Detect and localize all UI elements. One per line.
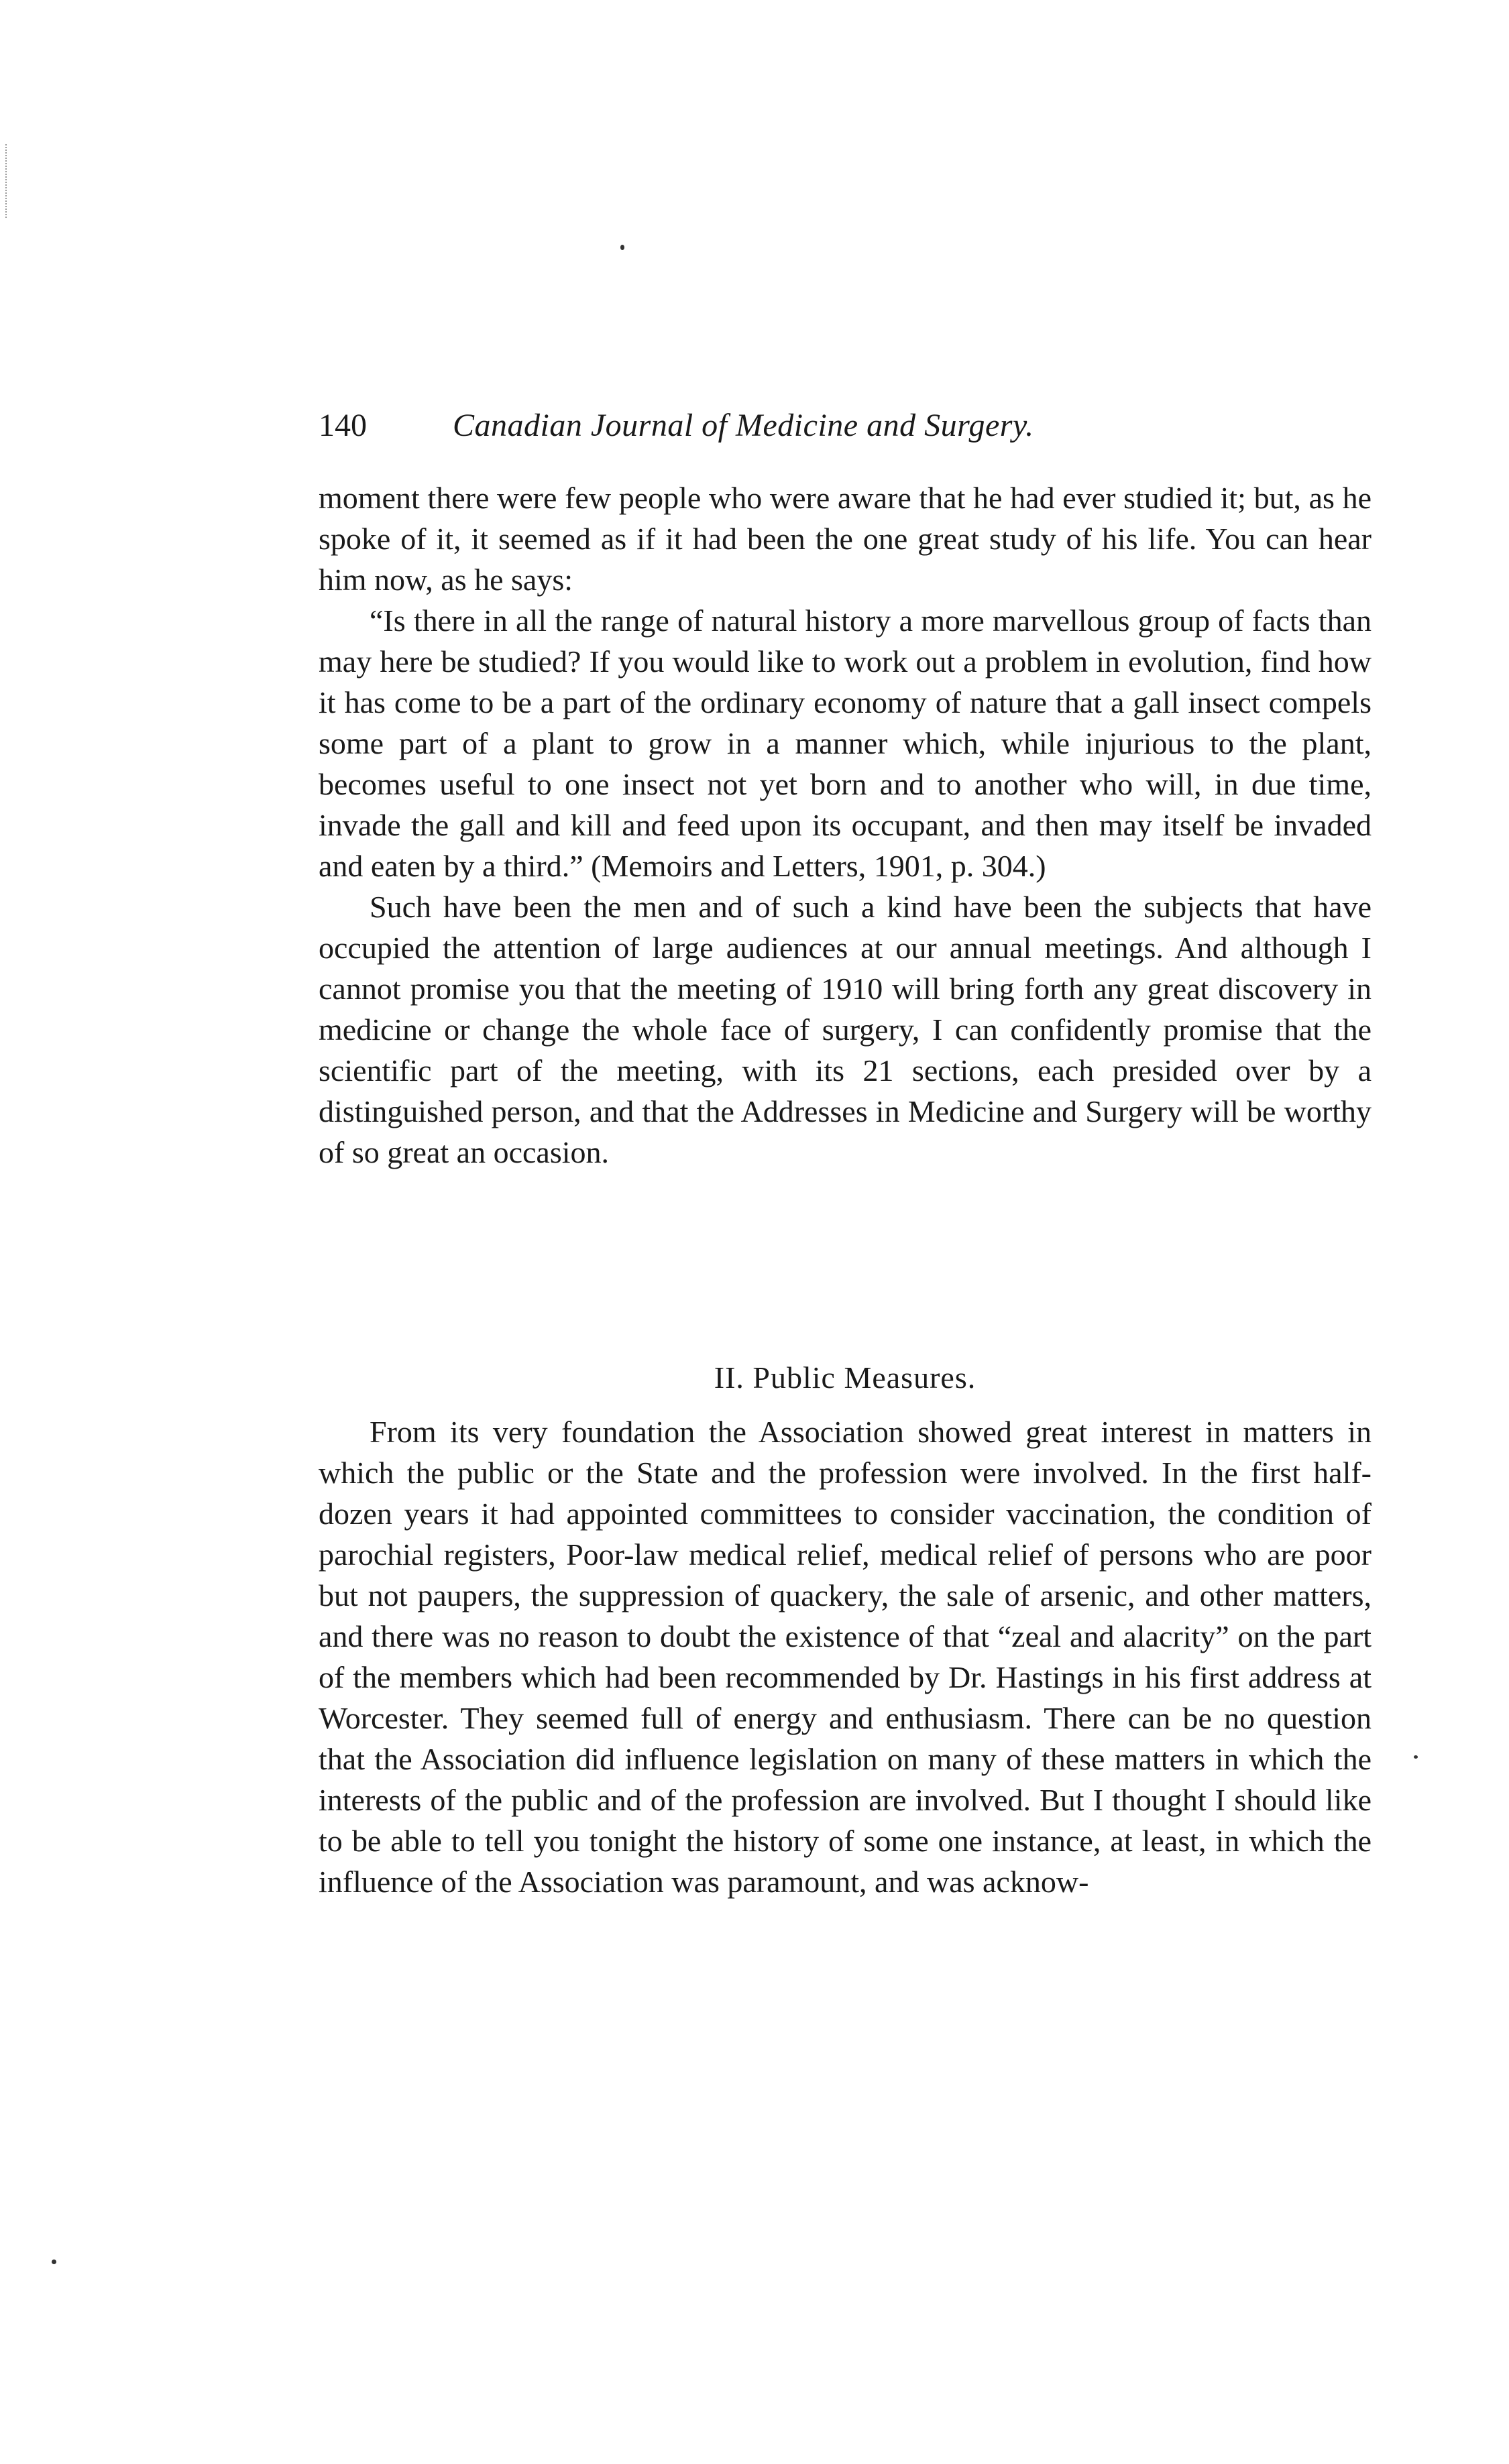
- ink-speck: [1414, 1755, 1418, 1759]
- paragraph: moment there were few people who were aware that he had ever studied it; but, as he spoke of it, it seemed as if it had been the one great study of his life. You can hear him now, as he says:: [319, 481, 1372, 597]
- journal-title: Canadian Journal of Medicine and Surgery.: [453, 408, 1034, 443]
- ink-speck: [52, 2260, 56, 2264]
- margin-scan-marks: [5, 144, 8, 218]
- body-text-upper: [319, 477, 1372, 1173]
- body-text-lower: [319, 1411, 1372, 1902]
- running-head: [319, 402, 1372, 449]
- page-number: 140: [319, 408, 367, 443]
- paragraph: Such have been the men and of such a kind have been the subjects that have occupied the attention of large audiences at our annual meetings. And although I cannot promise you that the meeting of 1910 will bring forth any great discovery in medicine or change the whole face of surgery, I can confidently promise that the scientific part of the meeting, with its 21 sections, each presided over by a distinguished person, and that the Addresses in Medicine and Surgery will be worthy of so great an occasion.: [319, 890, 1372, 1169]
- paragraph: From its very foundation the Association showed great interest in matters in which the public or the State and the profession were involved. In the first half-dozen years it had appointed committees to consider vaccination, the condition of parochial registers, Poor-law medical relief, medical relief of persons who are poor but not paupers, the suppression of quackery, the sale of arsenic, and other matters, and there was no reason to doubt the existence of that “zeal and alacrity” on the part of the members which had been recommended by Dr. Hastings in his first address at Worcester. They seemed full of energy and enthusiasm. There can be no question that the Association did influence legislation on many of these matters in which the interests of the public and of the profession are involved. But I thought I should like to be able to tell you tonight the history of some one instance, at least, in which the influence of the Association was paramount, and was acknow-: [319, 1415, 1372, 1899]
- quotation-paragraph: “Is there in all the range of natural history a more marvellous group of facts than may here be studied? If you would like to work out a problem in evolution, find how it has come to be a part of the ordinary economy of nature that a gall insect compels some part of a plant to grow in a manner which, while injurious to the plant, becomes useful to one insect not yet born and to another who will, in due time, invade the gall and kill and feed upon its occupant, and then may itself be invaded and eaten by a third.” (Memoirs and Letters, 1901, p. 304.): [319, 603, 1372, 883]
- section-heading: II. Public Measures.: [714, 1360, 976, 1395]
- ink-speck: [620, 245, 624, 250]
